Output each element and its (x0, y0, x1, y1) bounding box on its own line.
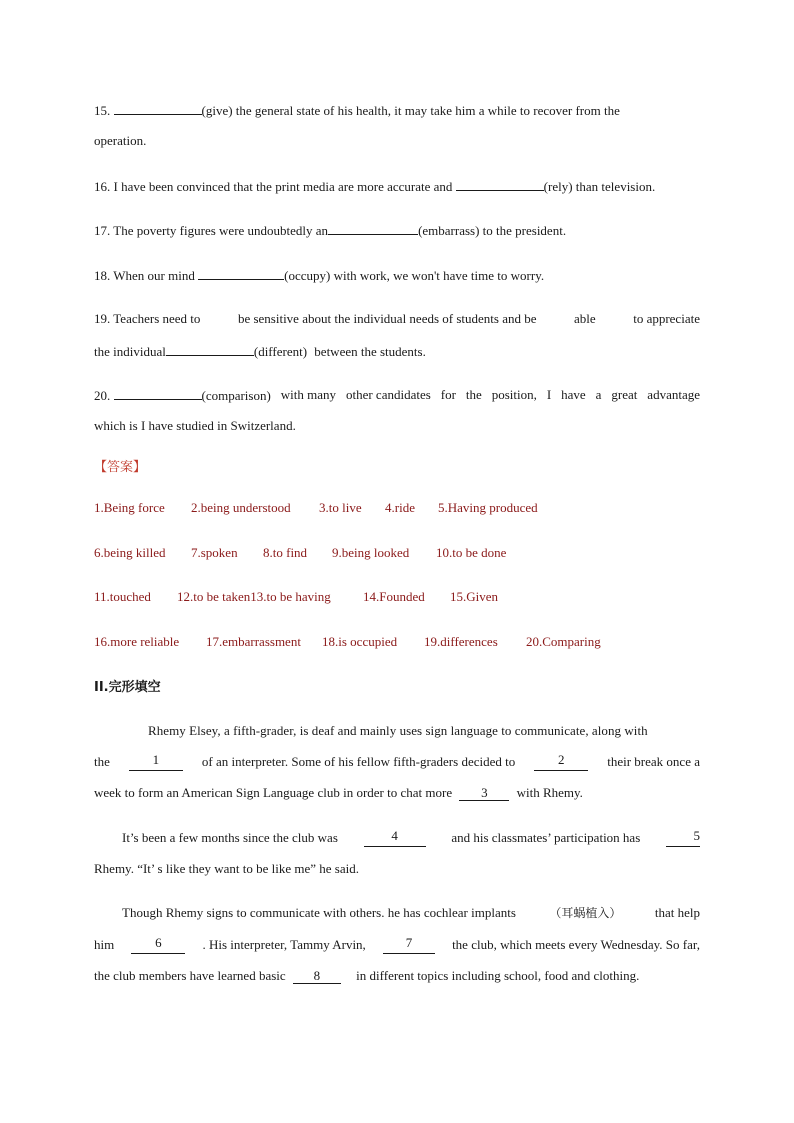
hint-word: (give) (201, 103, 233, 118)
question-17 (94, 221, 700, 240)
word: great (611, 387, 638, 402)
answer-item: 7.spoken (191, 545, 238, 560)
numbered-blank: 4 (364, 829, 426, 847)
answer-item: 2.being understood (191, 500, 291, 515)
passage-text: week to form an American Sign Language club in order to chat more (94, 785, 453, 800)
numbered-blank: 5 (666, 829, 700, 847)
passage-text: in different topics including school, food and clothing. (356, 968, 640, 983)
question-15 (94, 101, 700, 120)
numbered-blank: 8 (293, 969, 341, 984)
answer-item: 18.is occupied (322, 634, 398, 649)
passage-p3-line2 (94, 936, 700, 954)
chinese-annotation: （耳蜗植入） (549, 906, 622, 920)
question-15-continued (94, 132, 700, 150)
answer-blank (456, 177, 544, 191)
passage-text: the club members have learned basic (94, 968, 286, 983)
passage-text: him (94, 937, 115, 952)
passage-text: the (94, 754, 110, 769)
question-text: which is I have studied in Switzerland. (94, 418, 296, 433)
answer-row-3 (94, 588, 700, 606)
question-text: the individual (94, 344, 166, 359)
answer-blank (114, 386, 202, 400)
answer-row-1 (94, 499, 700, 517)
word: with many (280, 387, 337, 402)
question-text: be sensitive about the individual needs of students and be (237, 311, 537, 326)
question-text: 19. Teachers need to (94, 311, 201, 326)
passage-text: the club, which meets every Wednesday. So far, (452, 937, 700, 952)
answer-item: 9.being looked (332, 545, 410, 560)
answer-item: 17.embarrassment (206, 634, 301, 649)
answer-blank (114, 101, 202, 115)
question-lead: 20. (comparison) (94, 388, 271, 403)
question-number: 15. (94, 103, 111, 118)
answer-blank (198, 266, 284, 280)
question-19-continued (94, 342, 700, 361)
word: for (440, 387, 456, 402)
passage-text: . His interpreter, Tammy Arvin, (202, 937, 366, 952)
question-text: 16. I have been convinced that the print media are more accurate and (94, 179, 453, 194)
answer-row-2 (94, 544, 700, 562)
passage-p2-line1 (122, 829, 700, 847)
answer-item: 16.more reliable (94, 634, 180, 649)
answer-item: 6.being killed (94, 545, 166, 560)
passage-text: and his classmates’ participation has (451, 830, 641, 845)
section-title: II.完形填空 (94, 680, 161, 695)
word: advantage (647, 387, 700, 402)
hint-word: (comparison) (201, 388, 271, 403)
passage-p1-line1 (148, 722, 700, 740)
question-text: 17. The poverty figures were undoubtedly an (94, 223, 329, 238)
question-text: to the president. (482, 223, 567, 238)
numbered-blank: 7 (383, 936, 435, 954)
section-heading (94, 678, 700, 697)
hint-word: (different) (253, 344, 308, 359)
answer-item: 8.to find (263, 545, 308, 560)
word: the (465, 387, 482, 402)
passage-text: with Rhemy. (516, 785, 583, 800)
question-text: with work, we won't have time to worry. (333, 268, 545, 283)
word: position, (491, 387, 537, 402)
question-20 (94, 386, 700, 405)
word: other candidates (345, 387, 431, 402)
answer-item: 14.Founded (363, 589, 425, 604)
question-text: to appreciate (633, 311, 700, 326)
answer-blank (166, 342, 254, 356)
passage-text: Rhemy Elsey, a fifth-grader, is deaf and mainly uses sign language to communicate, along with (148, 723, 648, 738)
passage-text: It’s been a few months since the club was (122, 830, 338, 845)
passage-text: that help (654, 905, 700, 920)
numbered-blank: 1 (129, 753, 183, 771)
passage-p1-line3 (94, 784, 700, 802)
answer-row-4 (94, 633, 700, 651)
answer-item: 11.touched (94, 589, 151, 604)
hint-word: (embarrass) (418, 223, 480, 238)
question-text: operation. (94, 133, 147, 148)
numbered-blank: 3 (459, 786, 509, 801)
answer-label-text: 【答案】 (94, 460, 147, 475)
question-text: able (574, 311, 596, 326)
passage-p2-line2 (94, 860, 700, 878)
passage-text: their break once a (607, 754, 700, 769)
question-text: the general state of his health, it may take him a while to recover from the (235, 103, 620, 118)
answer-item: 12.to be taken13.to be having (177, 589, 331, 604)
answer-item: 4.ride (385, 500, 415, 515)
hint-word: (occupy) (284, 268, 331, 283)
answer-item: 5.Having produced (438, 500, 538, 515)
word: have (561, 387, 586, 402)
question-text: between the students. (314, 344, 426, 359)
passage-text: of an interpreter. Some of his fellow fifth-graders decided to (201, 754, 516, 769)
word: I (546, 387, 552, 402)
answer-item: 15.Given (450, 589, 499, 604)
answer-blank (328, 221, 418, 235)
answer-item: 10.to be done (436, 545, 507, 560)
answer-key-label (94, 458, 700, 477)
question-19 (94, 310, 700, 328)
answer-item: 20.Comparing (526, 634, 601, 649)
word: a (595, 387, 602, 402)
question-16 (94, 177, 700, 196)
question-18 (94, 266, 700, 285)
passage-text: Rhemy. “It’ s like they want to be like me” he said. (94, 861, 359, 876)
question-20-continued (94, 417, 700, 435)
question-text: than television. (575, 179, 656, 194)
passage-text: Though Rhemy signs to communicate with others. he has cochlear implants (122, 905, 516, 920)
answer-item: 1.Being force (94, 500, 165, 515)
numbered-blank: 2 (534, 753, 588, 771)
question-text: 18. When our mind (94, 268, 195, 283)
passage-p1-line2 (94, 753, 700, 771)
passage-p3-line3 (94, 967, 700, 985)
numbered-blank: 6 (131, 936, 185, 954)
answer-item: 19.differences (424, 634, 498, 649)
answer-item: 3.to live (319, 500, 362, 515)
passage-p3-line1 (122, 904, 700, 922)
hint-word: (rely) (543, 179, 573, 194)
